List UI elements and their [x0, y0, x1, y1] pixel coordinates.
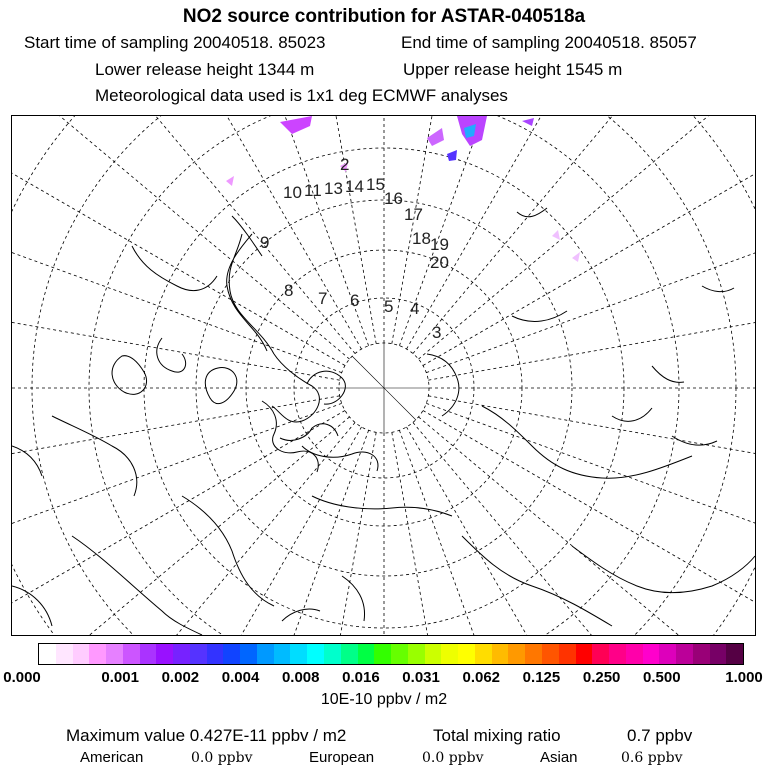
color-swatch [123, 644, 140, 664]
color-swatch [592, 644, 609, 664]
color-swatch [207, 644, 224, 664]
color-swatch [223, 644, 240, 664]
trajectory-hour-label: 2 [340, 155, 350, 174]
color-scale-tick: 0.004 [221, 669, 260, 686]
polar-map [11, 115, 756, 636]
meridian-line [407, 427, 756, 635]
trajectory-hour-label: 5 [384, 297, 394, 316]
coastlines [12, 208, 755, 635]
meridian-line [12, 116, 350, 359]
color-swatch [508, 644, 525, 664]
color-swatch [274, 644, 291, 664]
color-scale-unit: 10E-10 ppbv / m2 [320, 691, 448, 708]
trajectory-hour-label: 6 [350, 291, 360, 310]
meridian-line [413, 422, 755, 635]
color-scale-tick: 0.001 [101, 669, 139, 686]
meridian-line [12, 232, 340, 380]
color-swatch [56, 644, 73, 664]
color-swatch [240, 644, 257, 664]
meridian-line [12, 116, 342, 373]
european-label: European [309, 749, 375, 766]
meridian-line [12, 116, 355, 354]
color-swatch [307, 644, 324, 664]
trajectory-hour-label: 18 [412, 229, 431, 248]
color-scale-bar [38, 643, 744, 665]
meridian-line [392, 432, 540, 635]
meridian-line [12, 427, 362, 635]
meridian-line [418, 417, 755, 635]
american-value: 0.0 ppbv [191, 750, 253, 766]
trajectory-hour-label: 4 [410, 299, 420, 318]
trajectory-hour-label: 17 [404, 205, 423, 224]
meridian-line [399, 116, 691, 346]
color-swatch [559, 644, 576, 664]
meridian-line [413, 116, 755, 354]
trajectory-hour-label: 16 [384, 189, 403, 208]
meridian-line [12, 396, 340, 544]
trajectory-labels [260, 155, 449, 342]
american-label: American [80, 749, 144, 766]
color-swatch [358, 644, 375, 664]
color-scale-tick: 0.500 [643, 669, 681, 686]
color-swatch [693, 644, 710, 664]
color-swatch [441, 644, 458, 664]
north-pole-marker [339, 343, 429, 433]
trajectory-hour-label: 15 [366, 175, 385, 194]
chart-title: NO2 source contribution for ASTAR-040518a [182, 6, 586, 27]
color-swatch [39, 644, 56, 664]
meridian-line [76, 116, 368, 346]
color-scale-tick: 1.000 [725, 669, 763, 686]
color-swatch [341, 644, 358, 664]
trajectory-hour-label: 3 [432, 323, 442, 342]
color-scale-tick: 0.031 [402, 669, 440, 686]
lower-height-label: Lower release height 1344 m [95, 60, 315, 79]
color-swatch [609, 644, 626, 664]
european-value: 0.0 ppbv [422, 750, 484, 766]
color-swatch [290, 644, 307, 664]
max-value-label: Maximum value 0.427E-11 ppbv / m2 [66, 726, 347, 745]
meridian-line [426, 403, 755, 635]
color-swatch [626, 644, 643, 664]
color-swatch [458, 644, 475, 664]
color-swatch [106, 644, 123, 664]
color-swatch [710, 644, 727, 664]
color-swatch [140, 644, 157, 664]
end-time-label: End time of sampling 20040518. 85057 [401, 33, 697, 52]
meridian-line [228, 432, 376, 635]
trajectory-hour-label: 8 [284, 281, 294, 300]
color-swatch [257, 644, 274, 664]
no2-plume [226, 116, 580, 262]
color-scale-tick: 0.250 [582, 669, 621, 686]
color-swatch [659, 644, 676, 664]
color-swatch [324, 644, 341, 664]
meridian-line [428, 232, 755, 380]
color-swatch [475, 644, 492, 664]
color-swatch [676, 644, 693, 664]
color-swatch [576, 644, 593, 664]
trajectory-hour-label: 10 [283, 183, 302, 202]
color-swatch [374, 644, 391, 664]
color-scale-tick: 0.000 [3, 669, 41, 686]
asian-label: Asian [540, 749, 578, 766]
color-swatch [726, 644, 743, 664]
meridian-line [399, 430, 691, 635]
meridian-line [12, 116, 362, 349]
color-scale-tick: 0.008 [281, 669, 320, 686]
color-swatch [190, 644, 207, 664]
trajectory-hour-label: 11 [304, 181, 322, 200]
color-swatch [643, 644, 660, 664]
meridian-line [418, 116, 755, 359]
color-swatch [408, 644, 425, 664]
color-scale-tick: 0.125 [522, 669, 561, 686]
met-data-label: Meteorological data used is 1x1 deg ECMWF analyses [95, 86, 508, 105]
trajectory-hour-label: 13 [324, 179, 343, 198]
meridian-line [423, 116, 755, 366]
asian-value: 0.6 ppbv [621, 750, 683, 766]
color-swatch [89, 644, 106, 664]
color-swatch [73, 644, 90, 664]
upper-height-label: Upper release height 1545 m [403, 60, 623, 79]
map-canvas [12, 116, 755, 635]
trajectory-hour-label: 9 [260, 233, 270, 252]
color-swatch [391, 644, 408, 664]
total-mixing-label: Total mixing ratio [433, 726, 561, 745]
color-scale-tick: 0.062 [462, 669, 501, 686]
trajectory-hour-label: 20 [430, 253, 449, 272]
trajectory-hour-label: 14 [345, 177, 364, 196]
meridian-line [12, 411, 345, 636]
color-swatch [542, 644, 559, 664]
start-time-label: Start time of sampling 20040518. 85023 [24, 33, 326, 52]
meridian-line [12, 403, 342, 635]
meridian-line [12, 422, 355, 635]
color-scale-tick: 0.016 [342, 669, 380, 686]
meridian-line [12, 116, 345, 366]
meridian-line [407, 116, 756, 349]
meridian-line [426, 116, 755, 373]
trajectory-hour-label: 7 [318, 289, 328, 308]
color-swatch [156, 644, 173, 664]
total-mixing-value: 0.7 ppbv [627, 726, 693, 745]
color-swatch [525, 644, 542, 664]
color-scale-tick: 0.002 [161, 669, 200, 686]
color-swatch [173, 644, 190, 664]
trajectory-hour-label: 19 [430, 235, 449, 254]
meridian-line [428, 396, 755, 544]
color-swatch [492, 644, 509, 664]
color-swatch [425, 644, 442, 664]
